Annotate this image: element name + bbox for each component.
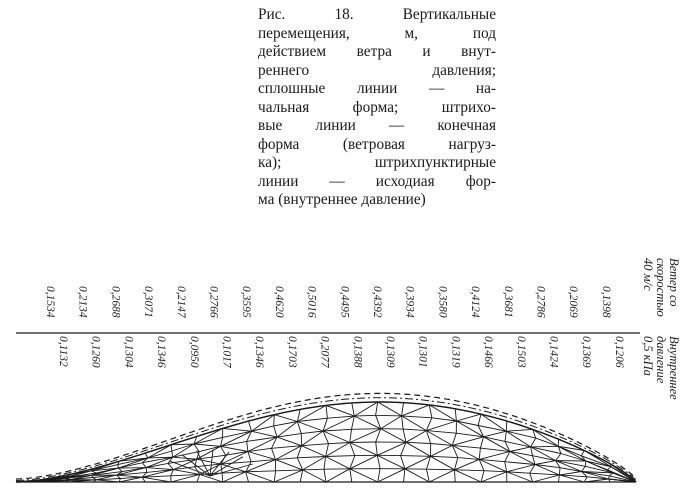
- mesh-edge: [118, 465, 119, 469]
- mesh-edge: [274, 471, 275, 482]
- mesh-edge: [406, 431, 426, 443]
- mesh-edge: [323, 429, 351, 431]
- wind-displacement-label: 0,2069: [567, 286, 580, 318]
- mesh-edge: [559, 472, 581, 475]
- mesh-edge: [350, 442, 376, 443]
- mesh-edge: [609, 473, 613, 476]
- pressure-displacement-label: 0,1304: [122, 336, 135, 368]
- wind-displacement-label: 0,3681: [501, 286, 514, 318]
- mesh-edge: [248, 452, 251, 462]
- mesh-edge: [402, 403, 404, 416]
- pressure-displacement-label: 0,1369: [580, 336, 593, 368]
- mesh-edge: [221, 446, 226, 455]
- mesh-edge: [431, 445, 453, 456]
- mesh-edge: [484, 431, 507, 437]
- mesh-edge: [376, 415, 402, 416]
- mesh-edge: [173, 457, 197, 459]
- mesh-edge: [223, 431, 252, 437]
- mesh-edge: [297, 422, 323, 432]
- mesh-edge: [276, 470, 303, 471]
- legend-pressure-line: давление: [654, 336, 668, 384]
- pressure-displacement-label: 0,1260: [89, 336, 102, 368]
- mesh-edge: [148, 451, 172, 458]
- mesh-edge: [582, 466, 586, 471]
- mesh-edge: [326, 457, 350, 469]
- wind-displacement-labels: [44, 286, 612, 319]
- mesh-edge: [533, 475, 560, 482]
- mesh-edge: [197, 474, 200, 482]
- legend-wind-line: 40 м/с: [641, 258, 655, 291]
- caption-line: сплошные линии — на-: [258, 80, 496, 97]
- wind-displacement-label: 0,2688: [109, 286, 122, 318]
- mesh-edge: [559, 475, 560, 482]
- mesh-edge: [531, 446, 559, 447]
- pressure-displacement-labels: [57, 336, 625, 369]
- mesh-edge: [506, 429, 532, 431]
- mesh-edge: [510, 447, 531, 452]
- shell-mesh: [16, 402, 636, 482]
- pressure-displacement-label: 0,1346: [253, 336, 266, 368]
- mesh-edge: [249, 421, 252, 431]
- mesh-edge: [426, 421, 456, 431]
- mesh-edge: [352, 429, 381, 430]
- mesh-edge: [248, 452, 276, 460]
- mesh-edge: [246, 472, 249, 482]
- legend-wind: [641, 258, 681, 317]
- caption-line: перемещения, м, под: [258, 24, 496, 42]
- wind-displacement-label: 0,3071: [142, 286, 155, 318]
- caption-line: форма (ветровая нагруз-: [258, 135, 496, 153]
- mesh-edge: [431, 456, 458, 457]
- mesh-edge: [402, 416, 432, 418]
- mesh-edge: [405, 456, 431, 469]
- mesh-edge: [427, 469, 430, 482]
- legend-pressure-line: Внутреннее: [667, 336, 681, 400]
- mesh-edge: [378, 469, 380, 482]
- mesh-edge: [381, 429, 406, 443]
- mesh-edge: [274, 426, 277, 437]
- wind-displacement-label: 0,2766: [207, 286, 220, 318]
- mesh-edge: [197, 459, 221, 464]
- mesh-edge: [326, 443, 350, 457]
- mesh-edge: [324, 469, 326, 482]
- caption-line: чальная форма; штрихо-: [258, 98, 496, 116]
- mesh-edge: [329, 443, 350, 444]
- mesh-edge: [484, 471, 507, 472]
- mesh-edge: [455, 458, 458, 470]
- mesh-edge: [402, 416, 427, 431]
- mesh-edge: [456, 433, 483, 437]
- mesh-edge: [559, 468, 560, 475]
- mesh-edge: [404, 469, 405, 482]
- mesh-edge: [609, 476, 610, 479]
- mesh-edge: [377, 455, 380, 468]
- mesh-edge: [350, 469, 378, 482]
- mesh-edge: [429, 405, 432, 418]
- mesh-edge: [531, 438, 536, 447]
- mesh-edge: [326, 456, 355, 457]
- mesh-edge: [354, 402, 377, 416]
- wind-displacement-label: 0,5016: [305, 286, 318, 318]
- mesh-edge: [142, 477, 171, 482]
- mesh-edge: [247, 441, 248, 451]
- mesh-edge: [303, 470, 326, 482]
- mesh-edge: [350, 429, 352, 442]
- caption-line: линии — исходиая фор-: [258, 172, 496, 190]
- wind-displacement-label: 0,4620: [272, 286, 285, 318]
- mesh-edge: [194, 444, 199, 452]
- mesh-edge: [455, 409, 456, 421]
- mesh-edge: [274, 470, 302, 482]
- pressure-displacement-label: 0,1503: [514, 336, 527, 368]
- mesh-edge: [479, 452, 510, 460]
- pressure-displacement-label: 0,1017: [220, 336, 233, 368]
- mesh-edge: [297, 457, 325, 458]
- mesh-edge: [480, 437, 483, 448]
- mesh-edge: [172, 451, 173, 457]
- mesh-edge: [297, 422, 301, 434]
- mesh-edge: [406, 442, 431, 443]
- mesh-edge: [381, 416, 402, 429]
- mesh-edge: [221, 446, 248, 451]
- legend-wind-line: Ветер со: [667, 258, 681, 307]
- mesh-edge: [556, 454, 561, 461]
- mesh-edge: [406, 442, 431, 456]
- wind-displacement-label: 0,4495: [338, 286, 351, 318]
- mesh-edge: [274, 415, 297, 422]
- mesh-edge: [455, 459, 480, 469]
- mesh-edge: [352, 416, 355, 429]
- pressure-displacement-label: 0,1319: [449, 336, 462, 368]
- wind-displacement-label: 0,3595: [240, 286, 253, 318]
- mesh-edge: [146, 463, 168, 467]
- legend-wind-line: скоростью: [654, 258, 668, 317]
- mesh-edge: [403, 429, 406, 442]
- pressure-displacement-label: 0,1301: [416, 336, 429, 368]
- mesh-edge: [221, 441, 247, 446]
- mesh-edge: [142, 463, 146, 468]
- mesh-edge: [481, 471, 484, 482]
- caption-line: действием ветра и внут-: [258, 43, 496, 60]
- wind-displacement-label: 0,3580: [436, 286, 449, 318]
- mesh-edge: [376, 442, 378, 455]
- mesh-edge: [531, 447, 561, 454]
- wind-displacement-label: 0,2147: [174, 286, 187, 318]
- mesh-edge: [246, 472, 275, 482]
- mesh-edge: [352, 403, 355, 416]
- pressure-displacement-label: 0,2077: [318, 336, 331, 368]
- mesh-edge: [146, 468, 173, 470]
- mesh-edge: [431, 456, 455, 470]
- mesh-edge: [199, 446, 220, 451]
- mesh-edge: [117, 475, 143, 477]
- wind-displacement-label: 0,4124: [469, 286, 482, 318]
- wind-displacement-label: 0,1398: [599, 286, 612, 318]
- mesh-edge: [326, 405, 354, 416]
- mesh-edge: [222, 473, 223, 482]
- mesh-edge: [478, 414, 481, 425]
- mesh-edge: [302, 446, 326, 457]
- mesh-edge: [432, 418, 457, 421]
- wind-displacement-label: 0,3934: [403, 286, 416, 318]
- mesh-edge: [194, 444, 221, 446]
- mesh-edge: [505, 431, 506, 441]
- mesh-edge: [533, 456, 556, 461]
- mesh-edge: [303, 469, 324, 470]
- mesh-edge: [506, 431, 535, 438]
- mesh-edge: [350, 469, 352, 482]
- mesh-edge: [455, 470, 482, 482]
- mesh-edge: [506, 421, 507, 431]
- mesh-edge: [171, 445, 172, 451]
- mesh-edge: [272, 448, 276, 459]
- pressure-displacement-label: 0,1388: [351, 336, 364, 368]
- mesh-edge: [479, 448, 480, 459]
- mesh-edge: [456, 414, 481, 421]
- pressure-displacement-label: 0,1132: [57, 336, 69, 367]
- caption-line: ка); штрихпунктирные: [258, 154, 496, 171]
- mesh-edge: [119, 468, 147, 469]
- caption-line: реннего давления;: [258, 61, 496, 79]
- mesh-edge: [405, 469, 429, 482]
- mesh-edge: [378, 402, 402, 416]
- pressure-displacement-label: 0,0950: [187, 336, 200, 368]
- mesh-edge: [145, 453, 148, 458]
- mesh-edge: [146, 468, 147, 473]
- mesh-edge: [607, 467, 611, 470]
- mesh-edge: [303, 457, 326, 470]
- mesh-edge: [584, 477, 587, 482]
- mesh-edge: [455, 470, 456, 482]
- pressure-displacement-label: 0,1466: [482, 336, 495, 368]
- mesh-edge: [452, 433, 456, 445]
- legend-pressure: [641, 336, 681, 400]
- mesh-edge: [581, 451, 584, 456]
- pressure-displacement-label: 0,1309: [384, 336, 396, 368]
- mesh-edge: [354, 415, 375, 416]
- mesh-edge: [455, 470, 485, 471]
- wind-displacement-label: 0,2786: [534, 286, 547, 318]
- mesh-edge: [531, 447, 556, 461]
- mesh-edge: [168, 463, 173, 469]
- mesh-edge: [556, 461, 586, 467]
- pressure-displacement-label: 0,1346: [155, 336, 168, 368]
- mesh-edge: [223, 472, 246, 482]
- legend-pressure-line: 0,5 кПа: [641, 336, 655, 376]
- mesh-edge: [452, 437, 483, 446]
- mesh-edge: [505, 462, 507, 472]
- caption-line: вые линии — конечная: [258, 117, 496, 134]
- mesh-edge: [223, 428, 252, 431]
- mesh-edge: [560, 468, 582, 472]
- mesh-edge: [402, 405, 430, 416]
- mesh-edge: [376, 402, 378, 415]
- pressure-displacement-label: 0,1206: [612, 336, 625, 368]
- mesh-edge: [378, 469, 405, 482]
- mesh-edge: [427, 469, 455, 470]
- wind-displacement-label: 0,2134: [76, 286, 89, 318]
- mesh-edge: [401, 456, 431, 457]
- mesh-edge: [324, 457, 326, 470]
- caption-line: ма (внутреннее давление): [258, 191, 426, 208]
- wind-displacement-label: 0,4392: [371, 286, 383, 318]
- mesh-edge: [119, 468, 123, 472]
- wind-displacement-label: 0,1534: [44, 286, 56, 318]
- mesh-edge: [274, 415, 275, 426]
- mesh-edge: [194, 437, 223, 444]
- mesh-edge: [326, 469, 350, 482]
- mesh-edge: [402, 416, 404, 429]
- mesh-edge: [326, 405, 327, 418]
- mesh-edge: [481, 472, 507, 482]
- mesh-edge: [403, 429, 426, 431]
- pressure-displacement-label: 0,1703: [285, 336, 298, 368]
- mesh-edge: [429, 470, 454, 482]
- caption-line: Рис. 18. Вертикальные: [258, 6, 496, 23]
- mesh-edge: [252, 431, 278, 437]
- mesh-edge: [277, 437, 302, 446]
- mesh-edge: [585, 461, 586, 466]
- mesh-edge: [300, 470, 303, 482]
- pressure-displacement-label: 0,1424: [547, 336, 560, 368]
- mesh-edge: [302, 444, 329, 446]
- mesh-edge: [535, 461, 556, 465]
- mesh-edge: [246, 471, 276, 472]
